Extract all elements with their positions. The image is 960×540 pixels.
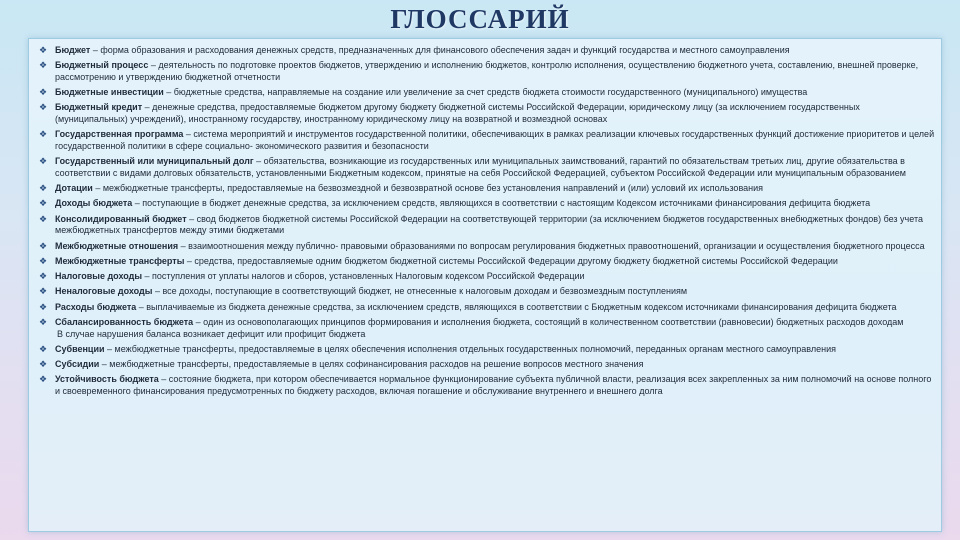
glossary-definition: – взаимоотношения между публично- правовыми образованиями по вопросам регулирования бюджетных правоотношений, организации и осуществления бюджетного процесса bbox=[178, 240, 925, 251]
glossary-definition: – все доходы, поступающие в соответствующий бюджет, не отнесенные к налоговым доходам и безвозмездным поступлениям bbox=[152, 286, 688, 297]
glossary-item bbox=[35, 198, 935, 210]
glossary-term: Бюджет bbox=[55, 45, 91, 55]
glossary-item bbox=[35, 302, 935, 314]
glossary-definition: – выплачиваемые из бюджета денежные средства, за исключением средств, являющихся в соответствии с Бюджетным кодексом источниками финансирования дефицита бюджета bbox=[136, 301, 897, 312]
glossary-definition: – межбюджетные трансферты, предоставляемые в целях софинансирования расходов на решение вопросов местного значения bbox=[99, 359, 644, 370]
glossary-term: Расходы бюджета bbox=[55, 301, 137, 312]
glossary-item bbox=[35, 214, 935, 237]
diamond-bullet-icon: ❖ bbox=[38, 240, 48, 251]
glossary-item bbox=[35, 286, 935, 298]
diamond-bullet-icon: ❖ bbox=[38, 129, 48, 140]
glossary-definition: – деятельность по подготовке проектов бюджетов, утверждению и исполнению бюджетов, контролю исполнения, осуществлению бюджетного учета, составлению, внешней проверке, рассмотрению и утверждению бюджетной отчетности bbox=[55, 60, 919, 82]
diamond-bullet-icon: ❖ bbox=[38, 198, 48, 209]
glossary-item bbox=[35, 129, 935, 152]
glossary-definition: – система мероприятий и инструментов государственной политики, обеспечивающих в рамках реализации ключевых государственных функций достижение приоритетов и целей государственной политики в сфере социально- экономического развития и безопасности bbox=[55, 129, 935, 151]
glossary-definition: – средства, предоставляемые одним бюджетом бюджетной системы Российской Федерации другому бюджету бюджетной системы Российской Федерации bbox=[184, 255, 838, 266]
diamond-bullet-icon: ❖ bbox=[38, 87, 48, 98]
glossary-term: Дотации bbox=[55, 183, 93, 194]
glossary-list bbox=[35, 45, 935, 398]
glossary-item bbox=[35, 241, 935, 253]
glossary-term: Устойчивость бюджета bbox=[55, 374, 159, 385]
glossary-item bbox=[35, 102, 935, 125]
diamond-bullet-icon: ❖ bbox=[38, 343, 48, 354]
page-title: ГЛОССАРИЙ bbox=[390, 4, 570, 34]
glossary-item bbox=[35, 183, 935, 195]
glossary-term: Неналоговые доходы bbox=[55, 286, 153, 297]
diamond-bullet-icon: ❖ bbox=[38, 213, 48, 224]
glossary-item bbox=[35, 271, 935, 283]
glossary-definition: – состояние бюджета, при котором обеспечивается нормальное функционирование субъекта публичной власти, реализация всех закрепленных за ним полномочий на основе полного и своевременного финансирования предусмотренных по бюджету расходов, включая погашение и обслуживание внутреннего и внешнего долга bbox=[55, 374, 932, 396]
glossary-definition: – свод бюджетов бюджетной системы Российской Федерации на соответствующей территории (за исключением бюджетов государственных внебюджетных фондов) без учета межбюджетных трансфертов между этими бюджетами bbox=[55, 213, 923, 236]
glossary-item bbox=[35, 344, 935, 356]
glossary-definition: – денежные средства, предоставляемые бюджетом другому бюджету бюджетной системы Российской Федерации, юридическому лицу (за исключением государственных (муниципальных) учреждений), иностранному государству, иностранному юридическому лицу на возвратной и возмездной основах bbox=[55, 102, 860, 125]
glossary-term: Межбюджетные отношения bbox=[55, 240, 179, 251]
glossary-term: Межбюджетные трансферты bbox=[55, 255, 185, 266]
glossary-panel bbox=[28, 38, 942, 532]
glossary-definition: – поступающие в бюджет денежные средства, за исключением средств, являющихся в соответствии с настоящим Кодексом источниками финансирования дефицита бюджета bbox=[132, 198, 871, 209]
glossary-term: Субсидии bbox=[55, 359, 100, 370]
glossary-item bbox=[35, 317, 935, 340]
glossary-term: Сбалансированность бюджета bbox=[55, 316, 194, 327]
diamond-bullet-icon: ❖ bbox=[38, 359, 48, 370]
diamond-bullet-icon: ❖ bbox=[38, 156, 48, 167]
glossary-definition: – бюджетные средства, направляемые на создание или увеличение за счет средств бюджета стоимости государственного (муниципального) имущества bbox=[163, 87, 808, 98]
glossary-note: В случае нарушения баланса возникает дефицит или профицит бюджета bbox=[57, 328, 366, 339]
glossary-item bbox=[35, 359, 935, 371]
diamond-bullet-icon: ❖ bbox=[38, 60, 48, 71]
glossary-definition: – один из основополагающих принципов формирования и исполнения бюджета, состоящий в количественном соответствии (равновесии) бюджетных расходов доходам bbox=[193, 316, 904, 327]
glossary-definition: – форма образования и расходования денежных средств, предназначенных для финансового обеспечения задач и функций государства и местного самоуправления bbox=[90, 45, 790, 55]
diamond-bullet-icon: ❖ bbox=[38, 301, 48, 312]
glossary-definition: – поступления от уплаты налогов и сборов, установленных Налоговым кодексом Российской Федерации bbox=[142, 271, 585, 282]
glossary-definition: – обязательства, возникающие из государственных или муниципальных заимствований, гарантий по обязательствам третьих лиц, другие обязательства в соответствии с видами долговых обязательств, установленными Бюджетным кодексом, принятые на себя Российской Федерацией, субъектом Российской Федерации или муниципальным образованием bbox=[55, 156, 906, 178]
diamond-bullet-icon: ❖ bbox=[38, 316, 48, 327]
glossary-term: Субвенции bbox=[55, 343, 105, 354]
glossary-term: Бюджетные инвестиции bbox=[55, 87, 164, 98]
glossary-term: Налоговые доходы bbox=[55, 271, 142, 282]
diamond-bullet-icon: ❖ bbox=[38, 271, 48, 282]
diamond-bullet-icon: ❖ bbox=[38, 45, 48, 55]
glossary-item bbox=[35, 60, 935, 83]
glossary-term: Государственный или муниципальный долг bbox=[55, 156, 254, 167]
glossary-term: Консолидированный бюджет bbox=[55, 213, 187, 224]
glossary-definition: – межбюджетные трансферты, предоставляемые в целях обеспечения исполнения отдельных государственных полномочий, переданных органам местного самоуправления bbox=[104, 343, 837, 354]
diamond-bullet-icon: ❖ bbox=[38, 286, 48, 297]
glossary-item bbox=[35, 156, 935, 179]
glossary-term: Государственная программа bbox=[55, 129, 184, 140]
glossary-item bbox=[35, 87, 935, 99]
glossary-definition: – межбюджетные трансферты, предоставляемые на безвозмездной и безвозвратной основе без установления направлений и (или) условий их использования bbox=[92, 183, 763, 194]
diamond-bullet-icon: ❖ bbox=[38, 183, 48, 194]
glossary-item bbox=[35, 45, 935, 57]
glossary-term: Бюджетный процесс bbox=[55, 60, 149, 71]
glossary-item bbox=[35, 374, 935, 397]
glossary-term: Доходы бюджета bbox=[55, 198, 133, 209]
diamond-bullet-icon: ❖ bbox=[38, 255, 48, 266]
glossary-term: Бюджетный кредит bbox=[55, 102, 143, 113]
diamond-bullet-icon: ❖ bbox=[38, 374, 48, 385]
diamond-bullet-icon: ❖ bbox=[38, 102, 48, 113]
glossary-item bbox=[35, 256, 935, 268]
